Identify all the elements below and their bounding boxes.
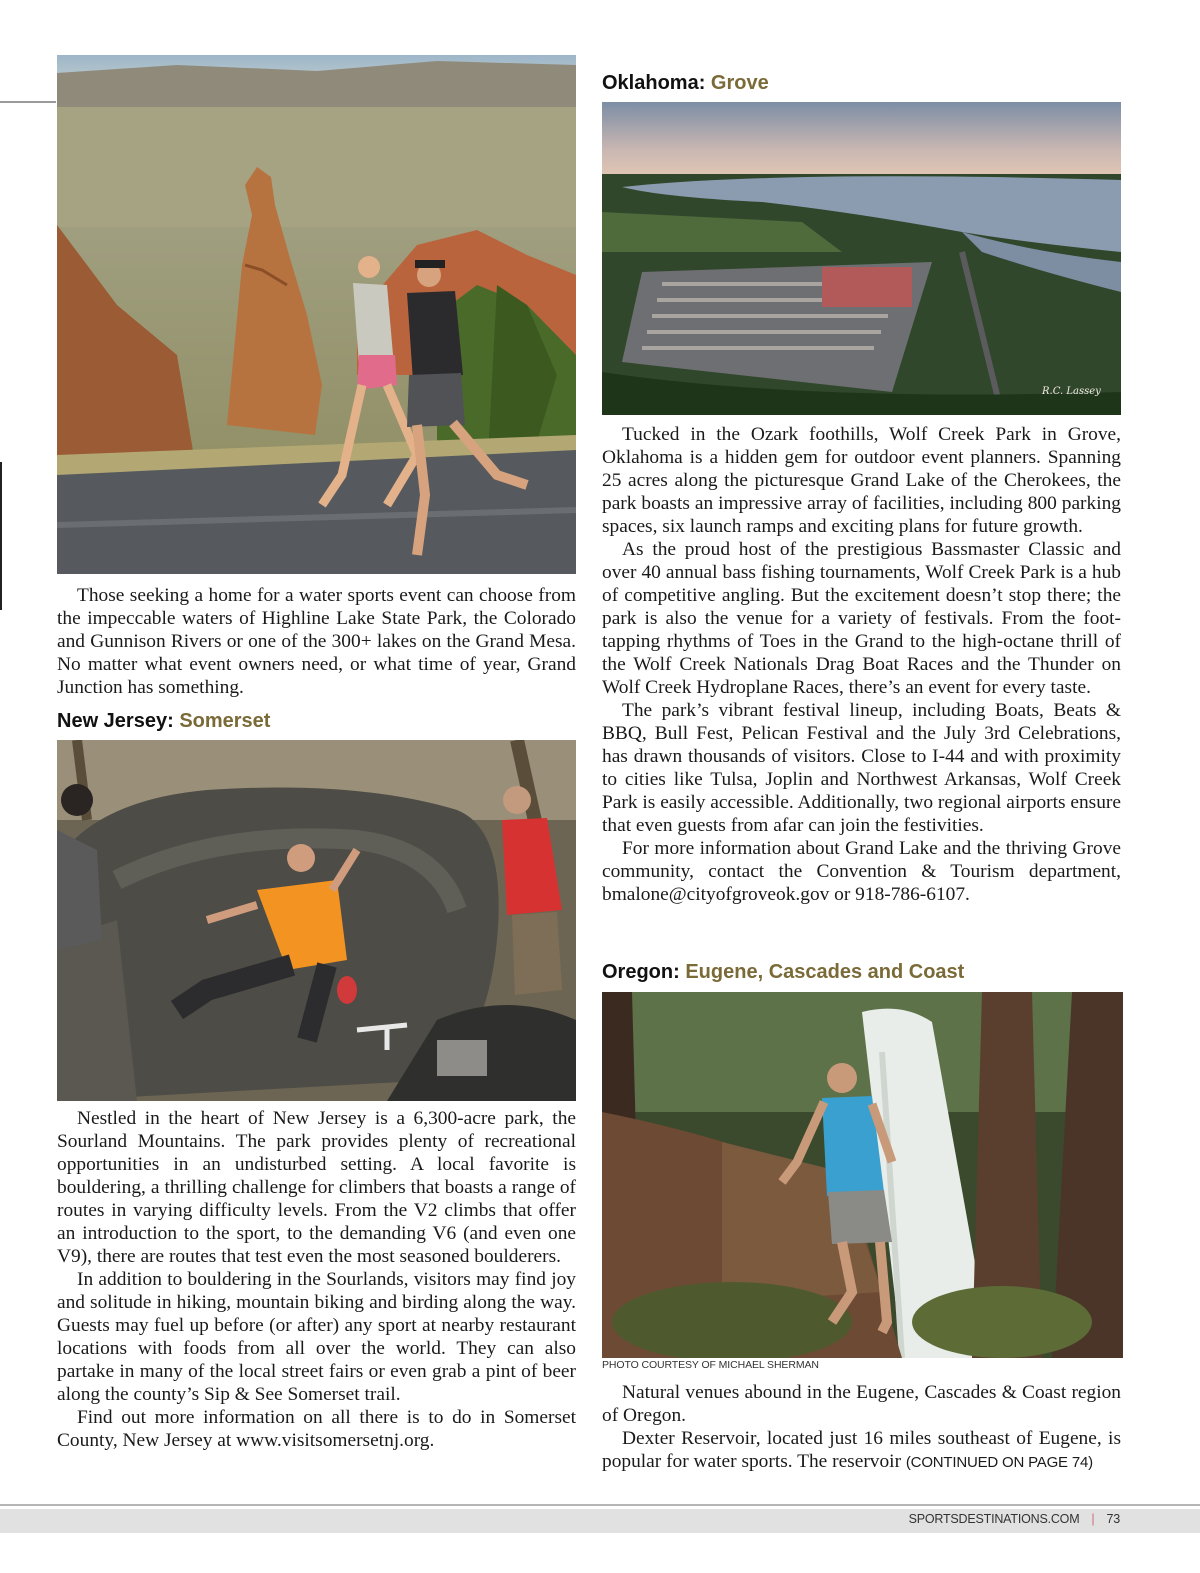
photo-oklahoma-aerial-illustration [602, 102, 1121, 415]
new-jersey-paragraph-2: In addition to bouldering in the Sourlands, visitors may find joy and solitude in hiking, mountain biking and birding along the way. Guests may fuel up before (or after) any sport at nearby restaurant locations with foods from all over the world. They can also partake in many of the local street fairs or even grab a pint of beer along the county’s Sip & See Somerset trail. [57, 1269, 576, 1405]
new-jersey-paragraph-3: Find out more information on all there is to do in Somerset County, New Jersey at www.visitsomersetnj.org. [57, 1407, 576, 1451]
footer-rule [0, 1504, 1200, 1506]
new-jersey-body [57, 1107, 576, 1452]
photo-credit: PHOTO COURTESY OF MICHAEL SHERMAN [602, 1359, 819, 1371]
colorado-body [57, 584, 576, 699]
oklahoma-paragraph-1: Tucked in the Ozark foothills, Wolf Creek Park in Grove, Oklahoma is a hidden gem for outdoor event planners. Spanning 25 acres along the picturesque Grand Lake of the Cherokees, the park boasts an impressive array of facilities, including 800 parking spaces, six launch ramps and exciting plans for future growth. [602, 424, 1121, 537]
oregon-paragraph-1: Natural venues abound in the Eugene, Cascades & Coast region of Oregon. [602, 1382, 1121, 1426]
oregon-paragraph-2 [602, 1427, 1121, 1474]
oklahoma-paragraph-4: For more information about Grand Lake and the thriving Grove community, contact the Convention & Tourism department, bmalone@cityofgroveok.gov or 918-786-6107. [602, 838, 1121, 905]
photo-signature: R.C. Lassey [1042, 386, 1101, 397]
photo-oklahoma-aerial [602, 102, 1121, 415]
heading-oklahoma-place: Grove [710, 72, 769, 94]
heading-new-jersey-place: Somerset [179, 710, 271, 732]
margin-bar [0, 462, 2, 610]
footer-site: SPORTSDESTINATIONS.COM [908, 1512, 1080, 1526]
heading-oklahoma [602, 71, 769, 95]
heading-oregon [602, 960, 964, 984]
photo-new-jersey-bouldering-illustration [57, 740, 576, 1101]
heading-oregon-place: Eugene, Cascades and Coast [685, 961, 965, 983]
photo-new-jersey-bouldering [57, 740, 576, 1101]
footer-text [909, 1512, 1120, 1526]
heading-new-jersey-state: New Jersey: [57, 710, 174, 732]
new-jersey-paragraph-1: Nestled in the heart of New Jersey is a 6,300-acre park, the Sourland Mountains. The park provides plenty of recreational opportunities in an undisturbed setting. A local favorite is bouldering, a thrilling challenge for climbers that boasts a range of routes in varying difficulty levels. From the V2 climbs that offer an introduction to the sport, to the demanding V6 (and even one V9), there are routes that test even the most seasoned boulderers. [57, 1108, 576, 1267]
page-number: 73 [1106, 1512, 1120, 1526]
photo-oregon-trail-runner-illustration [602, 992, 1123, 1358]
heading-oregon-state: Oregon: [602, 961, 680, 983]
photo-oregon-trail-runner [602, 992, 1123, 1358]
continued-label: (CONTINUED ON PAGE 74) [905, 1454, 1093, 1471]
photo-colorado-runners-illustration [57, 55, 576, 574]
oregon-paragraph-2-text: Dexter Reservoir, located just 16 miles southeast of Eugene, is popular for water sports. The reservoir [602, 1428, 1121, 1472]
oklahoma-body [602, 423, 1121, 906]
oklahoma-paragraph-3: The park’s vibrant festival lineup, including Boats, Beats & BBQ, Bull Fest, Pelican Festival and the July 3rd Celebrations, has drawn thousands of visitors. Close to I-44 and with proximity to cities like Tulsa, Joplin and Northwest Arkansas, Wolf Creek Park is easily accessible. Additionally, two regional airports ensure that even guests from afar can join the festivities. [602, 700, 1121, 836]
heading-oklahoma-state: Oklahoma: [602, 72, 706, 94]
colorado-paragraph: Those seeking a home for a water sports event can choose from the impeccable waters of Highline Lake State Park, the Colorado and Gunnison Rivers or one of the 300+ lakes on the Grand Mesa. No matter what event owners need, or what time of year, Grand Junction has something. [57, 585, 576, 698]
photo-colorado-runners [57, 55, 576, 574]
heading-new-jersey [57, 709, 270, 733]
oregon-body [602, 1381, 1121, 1474]
footer-separator: | [1091, 1512, 1095, 1526]
margin-rule [0, 101, 56, 103]
oklahoma-paragraph-2: As the proud host of the prestigious Bassmaster Classic and over 40 annual bass fishing tournaments, Wolf Creek Park is a hub of competitive angling. But the excitement doesn’t stop there; the park is also the venue for a variety of festivals. From the foot-tapping rhythms of Toes in the Grand to the high-octane thrill of the Wolf Creek Nationals Drag Boat Races and the Thunder on Wolf Creek Hydroplane Races, there’s an event for every taste. [602, 539, 1121, 698]
